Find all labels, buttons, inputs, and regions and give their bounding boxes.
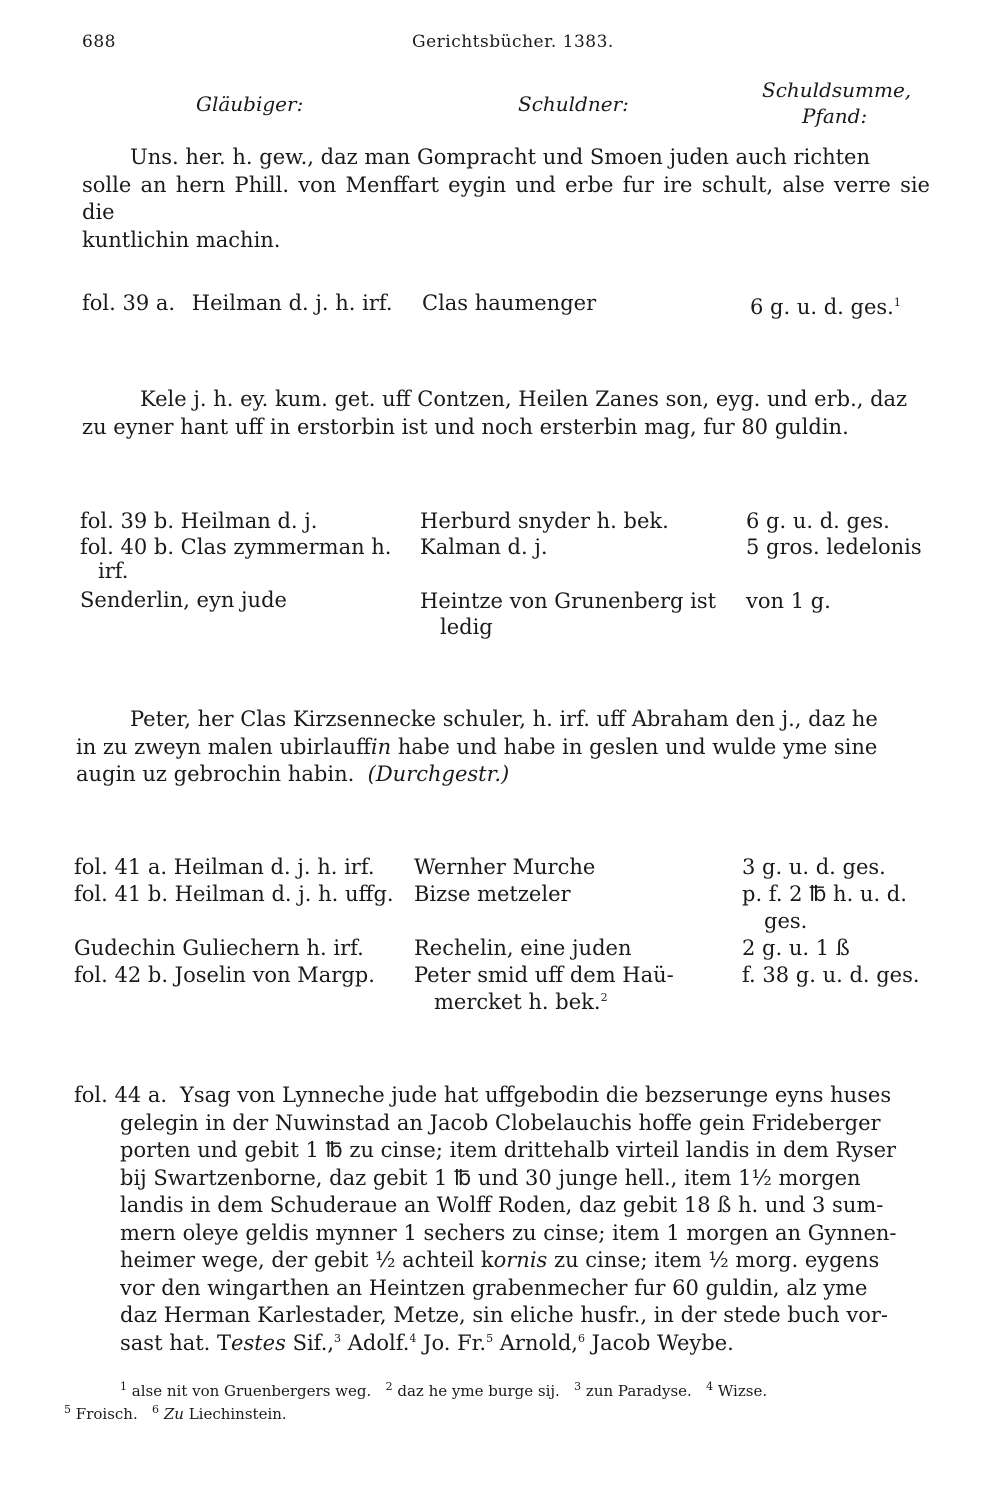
footnote-ref: 5 (486, 1331, 494, 1345)
block-2-row-1-debtor: Herburd snyder h. bek. (420, 509, 669, 533)
paragraph-4-line: bij Swartzenborne, daz gebit 1 ℔ und 30 junge hell., item 1½ morgen (120, 1165, 861, 1190)
paragraph-3 (76, 706, 924, 789)
block-3-row-3-sum: 2 g. u. 1 ß (742, 936, 850, 960)
paragraph-2 (82, 386, 930, 441)
footnote-number: 4 (706, 1380, 714, 1393)
creditor: Heilman d. j. h. irf. (191, 291, 393, 315)
paragraph-3-line (76, 734, 924, 762)
column-sum-line2: Pfand: (802, 104, 868, 128)
text: augin uz gebrochin habin. (76, 762, 355, 786)
block-2-row-2-creditor: fol. 40 b. Clas zymmerman h. (80, 535, 392, 559)
footnote-text: daz he yme burge sij. (397, 1382, 560, 1400)
footnote-number: 3 (574, 1380, 582, 1393)
block-2-row-2-debtor: Kalman d. j. (420, 535, 548, 559)
paragraph-4-line: gelegin in der Nuwinstad an Jacob Clobelauchis hoffe gein Frideberger (120, 1110, 881, 1135)
paragraph-4-line: landis in dem Schuderaue an Wolff Roden, daz gebit 18 ß h. und 3 sum- (120, 1193, 884, 1217)
block-2-row-2-creditor-cont: irf. (98, 559, 129, 583)
footnote-text: Liechinstein. (188, 1405, 287, 1423)
paragraph-4-line: mern oleye geldis mynner 1 sechers zu cinse; item 1 morgen an Gynnen- (120, 1220, 897, 1245)
footnote-number: 6 (152, 1403, 160, 1416)
paragraph-3-line (76, 761, 924, 789)
text: Jo. Fr. (416, 1330, 487, 1355)
block-3-row-1-sum: 3 g. u. d. ges. (742, 855, 886, 879)
column-sum-line1: Schuldsumme, (762, 78, 912, 102)
paragraph-4-folio: fol. 44 a. (74, 1083, 168, 1107)
running-title: Gerichtsbücher. 1383. (412, 32, 614, 52)
paragraph-4-line: vor den wingarthen an Heintzen grabenmecher fur 60 guldin, alz yme (120, 1275, 868, 1300)
block-2-row-1-creditor: fol. 39 b. Heilman d. j. (80, 509, 318, 533)
paragraph-4-line (120, 1330, 918, 1358)
folio: fol. 39 a. (82, 291, 176, 315)
block-3-row-2-creditor: fol. 41 b. Heilman d. j. h. uffg. (74, 882, 394, 906)
block-2-row-2-sum: 5 gros. ledelonis (746, 535, 922, 559)
text: Adolf. (341, 1330, 410, 1355)
paragraph-1-line: solle an hern Phill. von Menffart eygin und erbe fur ire schult, alse verre sie die (82, 172, 930, 224)
paragraph-4-first-line (180, 1082, 918, 1110)
footnote-ref: 1 (893, 296, 901, 309)
entry-1-debtor: Clas haumenger (422, 291, 597, 315)
block-3-row-4-debtor-cont (434, 989, 608, 1016)
footnotes-line-2 (64, 1403, 287, 1425)
text: mercket h. bek. (434, 990, 601, 1014)
sum: 6 g. u. d. ges. (750, 295, 894, 319)
text: in zu zweyn malen ubirlauff (76, 734, 371, 759)
text: heimer wege, der gebit ½ achteil k (120, 1248, 494, 1272)
block-3-row-3-debtor: Rechelin, eine juden (414, 936, 632, 960)
block-3-row-4-creditor: fol. 42 b. Joselin von Margp. (74, 963, 375, 987)
column-debtor: Schuldner: (518, 92, 629, 116)
paragraph-4-line: daz Herman Karlestader, Metze, sin eliche husfr., in der stede buch vor- (120, 1303, 888, 1327)
paragraph-1 (82, 144, 930, 254)
paragraph-4 (120, 1110, 918, 1358)
footnote-number: 1 (120, 1380, 127, 1393)
text: Arnold, (493, 1330, 578, 1355)
paragraph-3-line: Peter, her Clas Kirzsennecke schuler, h. irf. uff Abraham den j., daz he (130, 707, 878, 731)
block-3-row-1-debtor: Wernher Murche (414, 855, 596, 879)
paragraph-2-line: Kele j. h. ey. kum. get. uff Contzen, Heilen Zanes son, eyg. und erb., daz (140, 387, 908, 411)
footnote-text: zun Paradyse. (585, 1382, 692, 1400)
footnote-number: 2 (385, 1380, 393, 1393)
footnote-ref: 4 (409, 1331, 417, 1345)
entry-1-sum (750, 294, 901, 321)
block-3-row-1-creditor: fol. 41 a. Heilman d. j. h. irf. (74, 855, 375, 879)
block-3-row-2-debtor: Bizse metzeler (414, 882, 571, 906)
editorial-note: (Durchgestr.) (367, 762, 510, 786)
block-2-row-3-creditor: Senderlin, eyn jude (80, 588, 287, 612)
italic-text: ornis (493, 1248, 548, 1272)
paragraph-4-line: Ysag von Lynneche jude hat uffgebodin die bezserunge eyns huses (180, 1083, 892, 1107)
entry-1-creditor (82, 290, 393, 317)
block-3-row-4-sum: f. 38 g. u. d. ges. (742, 963, 920, 987)
footnote-text: Froisch. (75, 1405, 138, 1423)
paragraph-4-line: porten und gebit 1 ℔ zu cinse; item drittehalb virteil landis in dem Ryser (120, 1138, 897, 1162)
paragraph-1-line: Uns. her. h. gew., daz man Gompracht und Smoen juden auch richten (130, 145, 870, 169)
footnote-text: alse nit von Gruenbergers weg. (131, 1382, 372, 1400)
block-2-row-3-sum: von 1 g. (746, 589, 831, 613)
page-number: 688 (82, 32, 116, 52)
text: zu cinse; item ½ morg. eygens (547, 1248, 880, 1272)
footnote-ref: 3 (334, 1331, 342, 1345)
footnote-ref: 2 (600, 991, 608, 1004)
text: Sif., (285, 1330, 335, 1355)
block-3-row-2-sum-cont: ges. (764, 909, 808, 933)
block-3-row-4-debtor: Peter smid uff dem Haü- (414, 963, 674, 987)
italic-text: in (370, 734, 392, 759)
footnotes-line-1 (120, 1380, 767, 1402)
block-3-row-2-sum: p. f. 2 ℔ h. u. d. (742, 882, 907, 906)
block-2-row-3-debtor-cont: ledig (440, 615, 493, 639)
paragraph-2-line: zu eyner hant uff in erstorbin ist und noch ersterbin mag, fur 80 guldin. (82, 414, 849, 439)
text: Jacob Weybe. (584, 1330, 734, 1355)
footnote-number: 5 (64, 1403, 71, 1416)
column-creditor: Gläubiger: (196, 92, 304, 116)
text: sast hat. T (120, 1330, 232, 1355)
text: habe und habe in geslen und wulde yme sine (391, 734, 878, 759)
italic-text: estes (231, 1330, 286, 1355)
footnote-italic: Zu (163, 1405, 184, 1423)
footnote-ref: 6 (577, 1331, 585, 1345)
block-2-row-3-debtor: Heintze von Grunenberg ist (420, 589, 717, 613)
footnote-text: Wizse. (717, 1382, 768, 1400)
paragraph-4-line (120, 1247, 918, 1275)
block-2-row-1-sum: 6 g. u. d. ges. (746, 509, 890, 533)
paragraph-1-line: kuntlichin machin. (82, 227, 281, 252)
block-3-row-3-creditor: Gudechin Guliechern h. irf. (74, 936, 364, 960)
